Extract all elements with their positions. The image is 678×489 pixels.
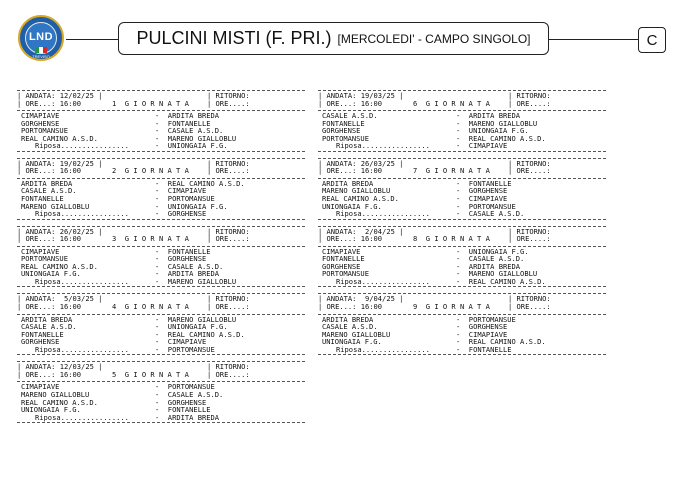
- match-list: [17, 383, 305, 413]
- bye-team: - ARDITA BREDA: [155, 412, 220, 422]
- away-team: - GORGHENSE: [456, 186, 508, 196]
- bye-team: - MARENO GIALLOBLU: [155, 276, 237, 286]
- round-block-1: [17, 90, 305, 152]
- bye-label: Riposa................: [336, 276, 430, 286]
- away-team: - MARENO GIALLOBLU: [456, 118, 538, 128]
- away-team: - GORGHENSE: [155, 254, 207, 264]
- home-team: GORGHENSE: [322, 126, 361, 136]
- away-team: - PORTOMANSUE: [155, 382, 215, 392]
- bye-team: - CASALE A.S.D.: [456, 209, 525, 219]
- giornata-label: 8 G I O R N A T A: [413, 234, 490, 244]
- round-time-row: [318, 100, 606, 108]
- bye-label: Riposa................: [35, 344, 129, 354]
- away-team: - ARDITA BREDA: [155, 111, 220, 121]
- round-block-9: [318, 293, 606, 355]
- ritorno-label: | RITORNO:: [207, 226, 250, 236]
- bye-row: [318, 142, 606, 150]
- bye-label: Riposa................: [336, 344, 430, 354]
- round-time-row: [17, 303, 305, 311]
- match-time: | ORE...: 16:00: [17, 302, 82, 312]
- away-team: - CASALE A.S.D.: [456, 254, 525, 264]
- away-team: - UNIONGAIA F.G.: [155, 322, 228, 332]
- away-team: - REAL CAMINO A.S.D.: [456, 133, 546, 143]
- giornata-label: 4 G I O R N A T A: [112, 302, 189, 312]
- match-list: [318, 248, 606, 278]
- home-team: CIMAPIAVE: [21, 382, 60, 392]
- away-team: - REAL CAMINO A.S.D.: [155, 178, 245, 188]
- away-team: - CIMAPIAVE: [456, 329, 508, 339]
- giornata-label: 2 G I O R N A T A: [112, 166, 189, 176]
- match-list: [17, 180, 305, 210]
- giornata-label: 7 G I O R N A T A: [413, 166, 490, 176]
- round-time-row: [318, 303, 606, 311]
- round-block-6: [318, 90, 606, 152]
- ritorno-label: | RITORNO:: [207, 158, 250, 168]
- away-team: - PORTOMANSUE: [456, 314, 516, 324]
- ritorno-time: | ORE....:: [207, 369, 250, 379]
- round-block-5: [17, 361, 305, 423]
- bye-team: - REAL CAMINO A.S.D.: [456, 276, 546, 286]
- away-team: - FONTANELLE: [456, 178, 512, 188]
- ritorno-time: | ORE....:: [508, 302, 551, 312]
- away-team: - FONTANELLE: [155, 405, 211, 415]
- home-team: CIMAPIAVE: [21, 246, 60, 256]
- away-team: - ARDITA BREDA: [456, 261, 521, 271]
- away-team: - MARENO GIALLOBLU: [155, 133, 237, 143]
- home-team: REAL CAMINO A.S.D.: [21, 397, 98, 407]
- home-team: ARDITA BREDA: [322, 314, 374, 324]
- home-team: ARDITA BREDA: [322, 178, 374, 188]
- home-team: PORTOMANSUE: [21, 126, 68, 136]
- home-team: CASALE A.S.D.: [322, 111, 378, 121]
- round-time-row: [17, 235, 305, 243]
- home-team: FONTANELLE: [322, 118, 365, 128]
- home-team: UNIONGAIA F.G.: [21, 269, 81, 279]
- away-team: - UNIONGAIA F.G.: [456, 246, 529, 256]
- away-team: - MARENO GIALLOBLU: [155, 314, 237, 324]
- andata-date: | ANDATA: 12/03/25 |: [17, 362, 103, 372]
- home-team: CASALE A.S.D.: [21, 186, 77, 196]
- away-team: - CIMAPIAVE: [155, 337, 207, 347]
- bye-label: Riposa................: [336, 209, 430, 219]
- ritorno-time: | ORE....:: [207, 166, 250, 176]
- bye-label: Riposa................: [35, 209, 129, 219]
- ritorno-label: | RITORNO:: [207, 294, 250, 304]
- round-time-row: [318, 235, 606, 243]
- round-divider: [318, 311, 606, 315]
- home-team: CIMAPIAVE: [21, 111, 60, 121]
- ritorno-time: | ORE....:: [508, 98, 551, 108]
- bye-row: [17, 278, 305, 286]
- away-team: - GORGHENSE: [155, 397, 207, 407]
- home-team: FONTANELLE: [21, 329, 64, 339]
- giornata-label: 5 G I O R N A T A: [112, 369, 189, 379]
- home-team: MARENO GIALLOBLU: [322, 329, 391, 339]
- ritorno-label: | RITORNO:: [508, 294, 551, 304]
- bye-row: [318, 278, 606, 286]
- away-team: - UNIONGAIA F.G.: [155, 201, 228, 211]
- away-team: - CASALE A.S.D.: [155, 126, 224, 136]
- home-team: UNIONGAIA F.G.: [21, 405, 81, 415]
- match-time: | ORE...: 16:00: [17, 98, 82, 108]
- bye-row: [17, 210, 305, 218]
- ritorno-time: | ORE....:: [508, 166, 551, 176]
- round-divider: [17, 311, 305, 315]
- italian-flag-icon: [35, 47, 47, 53]
- home-team: MARENO GIALLOBLU: [21, 201, 90, 211]
- home-team: MARENO GIALLOBLU: [322, 186, 391, 196]
- logo-subtext: TREVISO: [32, 54, 50, 59]
- header-connector-right: [549, 39, 638, 40]
- home-team: GORGHENSE: [322, 261, 361, 271]
- away-team: - REAL CAMINO A.S.D.: [155, 329, 245, 339]
- match-list: [318, 180, 606, 210]
- away-team: - ARDITA BREDA: [155, 269, 220, 279]
- match-time: | ORE...: 16:00: [318, 166, 383, 176]
- away-team: - REAL CAMINO A.S.D.: [456, 337, 546, 347]
- home-team: PORTOMANSUE: [322, 269, 369, 279]
- bye-row: [17, 414, 305, 422]
- round-time-row: [17, 371, 305, 379]
- away-team: - FONTANELLE: [155, 118, 211, 128]
- logo-text: LND: [28, 31, 54, 43]
- bye-label: Riposa................: [35, 276, 129, 286]
- ritorno-label: | RITORNO:: [508, 226, 551, 236]
- match-list: [318, 112, 606, 142]
- home-team: MARENO GIALLOBLU: [21, 389, 90, 399]
- bye-team: - UNIONGAIA F.G.: [155, 141, 228, 151]
- round-block-3: [17, 226, 305, 288]
- bye-row: [318, 346, 606, 354]
- andata-date: | ANDATA: 2/04/25 |: [318, 226, 404, 236]
- away-team: - UNIONGAIA F.G.: [456, 126, 529, 136]
- home-team: GORGHENSE: [21, 118, 60, 128]
- home-team: PORTOMANSUE: [21, 254, 68, 264]
- bye-team: - FONTANELLE: [456, 344, 512, 354]
- bye-label: Riposa................: [35, 412, 129, 422]
- giornata-label: 3 G I O R N A T A: [112, 234, 189, 244]
- ritorno-label: | RITORNO:: [508, 91, 551, 100]
- match-list: [17, 112, 305, 142]
- ritorno-time: | ORE....:: [508, 234, 551, 244]
- away-team: - FONTANELLE: [155, 246, 211, 256]
- round-time-row: [318, 167, 606, 175]
- round-block-2: [17, 158, 305, 220]
- lnd-logo: [18, 15, 64, 61]
- andata-date: | ANDATA: 9/04/25 |: [318, 294, 404, 304]
- schedule-column-right: [318, 90, 606, 361]
- giornata-label: 9 G I O R N A T A: [413, 302, 490, 312]
- match-list: [17, 316, 305, 346]
- andata-date: | ANDATA: 19/02/25 |: [17, 158, 103, 168]
- away-team: - CASALE A.S.D.: [155, 261, 224, 271]
- match-time: | ORE...: 16:00: [17, 234, 82, 244]
- home-team: GORGHENSE: [21, 337, 60, 347]
- home-team: UNIONGAIA F.G.: [322, 337, 382, 347]
- away-team: - CIMAPIAVE: [456, 194, 508, 204]
- home-team: ARDITA BREDA: [21, 314, 73, 324]
- away-team: - CASALE A.S.D.: [155, 389, 224, 399]
- home-team: FONTANELLE: [322, 254, 365, 264]
- title-box: [118, 22, 549, 55]
- home-team: ARDITA BREDA: [21, 178, 73, 188]
- match-list: [17, 248, 305, 278]
- round-time-row: [17, 100, 305, 108]
- page-subtitle: [MERCOLEDI' - CAMPO SINGOLO]: [337, 31, 531, 46]
- round-time-row: [17, 167, 305, 175]
- ritorno-time: | ORE....:: [207, 98, 250, 108]
- bye-row: [318, 210, 606, 218]
- bye-team: - CIMAPIAVE: [456, 141, 508, 151]
- header-connector-left: [66, 39, 118, 40]
- giornata-label: 6 G I O R N A T A: [413, 98, 490, 108]
- bye-label: Riposa................: [35, 141, 129, 151]
- andata-date: | ANDATA: 5/03/25 |: [17, 294, 103, 304]
- home-team: CASALE A.S.D.: [21, 322, 77, 332]
- home-team: UNIONGAIA F.G.: [322, 201, 382, 211]
- away-team: - PORTOMANSUE: [456, 201, 516, 211]
- match-time: | ORE...: 16:00: [318, 98, 383, 108]
- andata-date: | ANDATA: 26/03/25 |: [318, 158, 404, 168]
- round-block-4: [17, 293, 305, 355]
- andata-date: | ANDATA: 12/02/25 |: [17, 91, 103, 100]
- away-team: - MARENO GIALLOBLU: [456, 269, 538, 279]
- home-team: FONTANELLE: [21, 194, 64, 204]
- round-block-7: [318, 158, 606, 220]
- bye-team: - PORTOMANSUE: [155, 344, 215, 354]
- andata-date: | ANDATA: 26/02/25 |: [17, 226, 103, 236]
- match-time: | ORE...: 16:00: [318, 234, 383, 244]
- ritorno-label: | RITORNO:: [508, 158, 551, 168]
- ritorno-label: | RITORNO:: [207, 362, 250, 372]
- home-team: CASALE A.S.D.: [322, 322, 378, 332]
- group-label: C: [638, 27, 666, 53]
- round-block-8: [318, 226, 606, 288]
- giornata-label: 1 G I O R N A T A: [112, 98, 189, 108]
- home-team: CIMAPIAVE: [322, 246, 361, 256]
- bye-label: Riposa................: [336, 141, 430, 151]
- away-team: - ARDITA BREDA: [456, 111, 521, 121]
- home-team: REAL CAMINO A.S.D.: [21, 133, 98, 143]
- match-list: [318, 316, 606, 346]
- schedule-column-left: [17, 90, 305, 429]
- away-team: - GORGHENSE: [456, 322, 508, 332]
- home-team: REAL CAMINO A.S.D.: [322, 194, 399, 204]
- andata-date: | ANDATA: 19/03/25 |: [318, 91, 404, 100]
- away-team: - PORTOMANSUE: [155, 194, 215, 204]
- ritorno-label: | RITORNO:: [207, 91, 250, 100]
- match-time: | ORE...: 16:00: [17, 369, 82, 379]
- match-time: | ORE...: 16:00: [318, 302, 383, 312]
- match-time: | ORE...: 16:00: [17, 166, 82, 176]
- page-title: PULCINI MISTI (F. PRI.): [136, 28, 332, 48]
- ritorno-time: | ORE....:: [207, 302, 250, 312]
- home-team: REAL CAMINO A.S.D.: [21, 261, 98, 271]
- bye-row: [17, 142, 305, 150]
- bye-team: - GORGHENSE: [155, 209, 207, 219]
- ritorno-time: | ORE....:: [207, 234, 250, 244]
- home-team: PORTOMANSUE: [322, 133, 369, 143]
- bye-row: [17, 346, 305, 354]
- away-team: - CIMAPIAVE: [155, 186, 207, 196]
